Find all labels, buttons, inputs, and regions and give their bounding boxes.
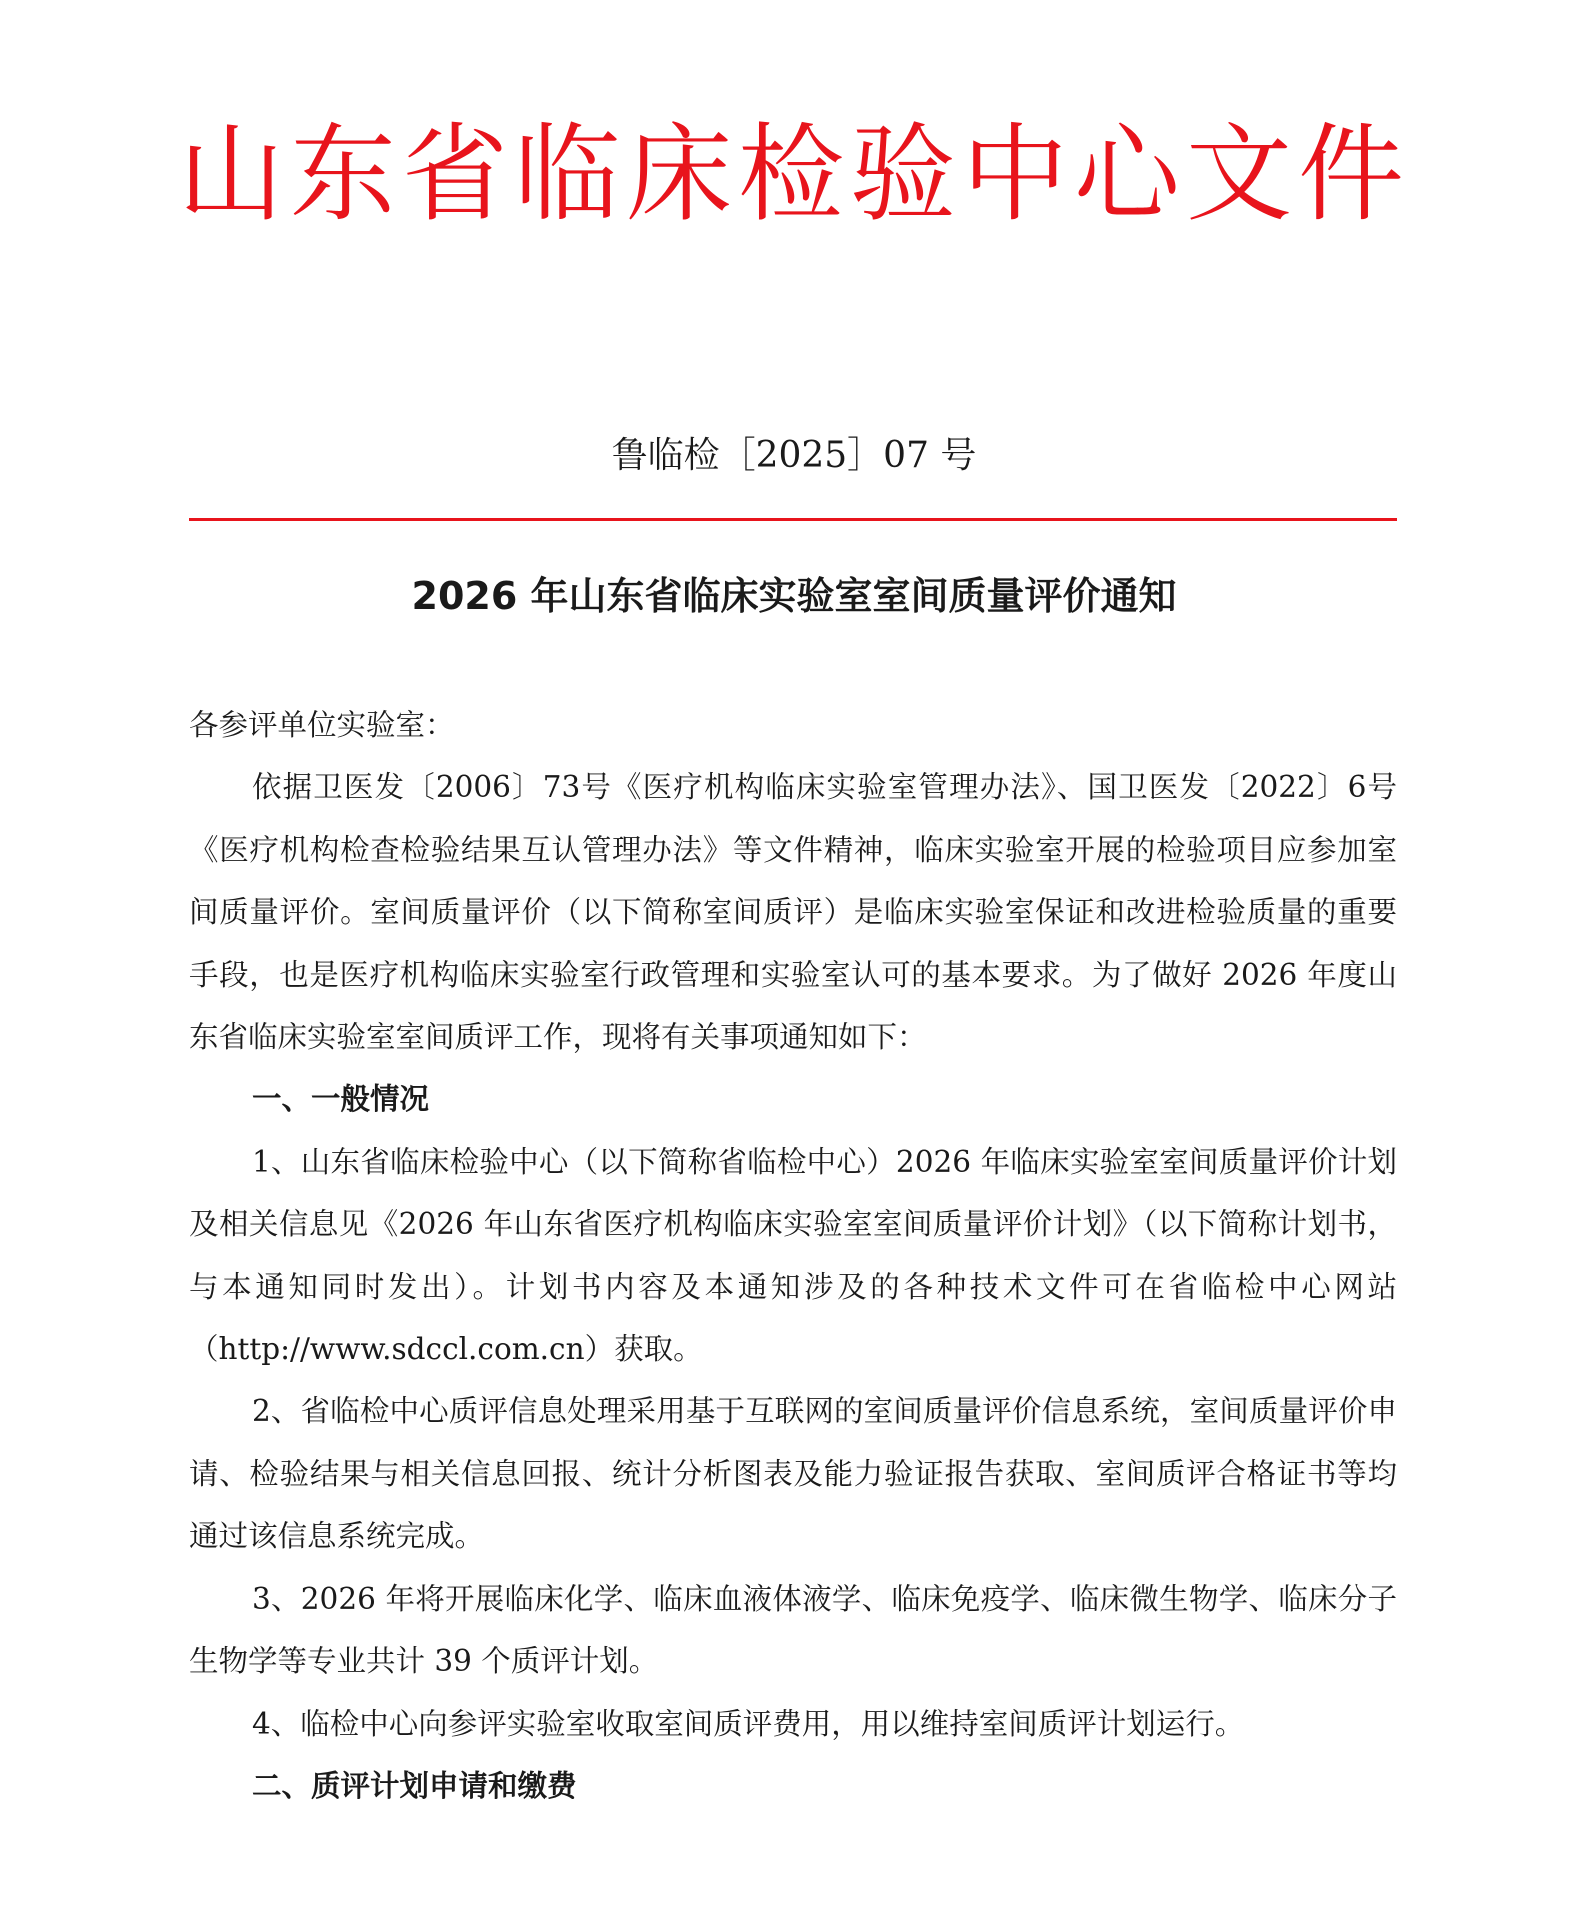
section-heading-general: 一、一般情况: [252, 1081, 430, 1117]
document-org-header: 山东省临床检验中心文件: [178, 113, 1410, 236]
intro-paragraph: 依据卫医发〔2006〕73号《医疗机构临床实验室管理办法》、国卫医发〔2022〕6号《医疗机构检查检验结果互认管理办法》等文件精神，临床实验室开展的检验项目应参加室间质量评价。室间质量评价（以下简称室间质评）是临床实验室保证和改进检验质量的重要手段，也是医疗机构临床实验室行政管理和实验室认可的基本要求。为了做好 2026 年度山东省临床实验室室间质评工作，现将有关事项通知如下：: [189, 770, 1397, 1055]
section-heading-application: 二、质评计划申请和缴费: [252, 1767, 577, 1803]
general-item-4: 4、临检中心向参评实验室收取室间质评费用，用以维持室间质评计划运行。: [252, 1706, 1245, 1741]
document-title: 2026 年山东省临床实验室室间质量评价通知: [411, 574, 1177, 618]
header-divider-rule: [189, 518, 1397, 521]
general-item-3: 3、2026 年将开展临床化学、临床血液体液学、临床免疫学、临床微生物学、临床分子生物学等专业共计 39 个质评计划。: [189, 1581, 1397, 1679]
document-number: 鲁临检［2025］07 号: [611, 435, 977, 476]
document-body: [189, 694, 1397, 1817]
general-item-2: 2、省临检中心质评信息处理采用基于互联网的室间质量评价信息系统，室间质量评价申请、检验结果与相关信息回报、统计分析图表及能力验证报告获取、室间质评合格证书等均通过该信息系统完成。: [189, 1394, 1397, 1554]
general-item-1: 1、山东省临床检验中心（以下简称省临检中心）2026 年临床实验室室间质量评价计划及相关信息见《2026 年山东省医疗机构临床实验室室间质量评价计划》（以下简称计划书，与本通知同时发出）。计划书内容及本通知涉及的各种技术文件可在省临检中心网站（http://www.sdccl.com.cn）获取。: [189, 1144, 1397, 1367]
salutation: 各参评单位实验室：: [189, 708, 455, 742]
